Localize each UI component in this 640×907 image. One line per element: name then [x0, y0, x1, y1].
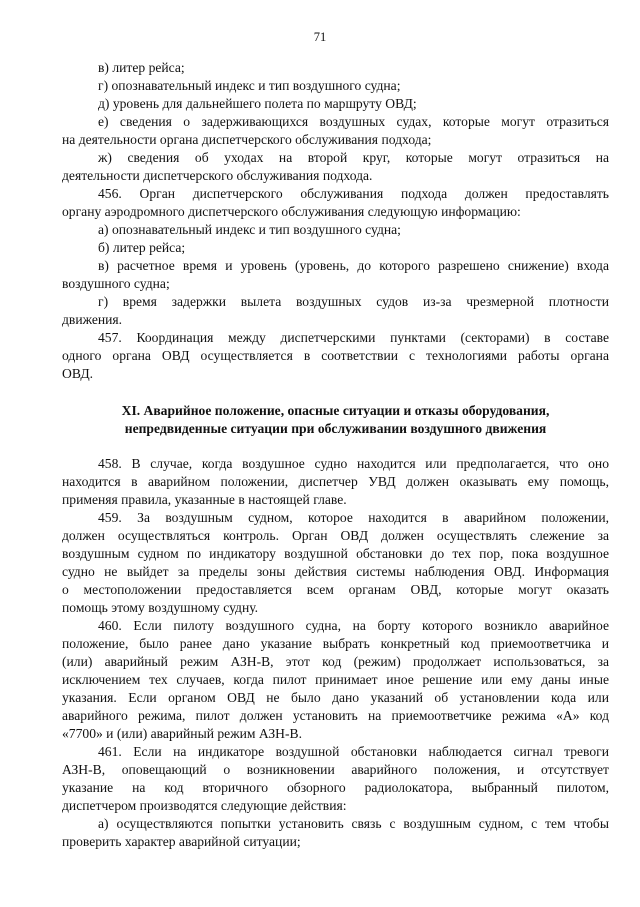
text-line: «7700» и (или) аварийный режим АЗН-В. — [62, 726, 302, 741]
text-line: помощь этому воздушному судну. — [62, 600, 259, 615]
heading-spacer — [62, 438, 609, 455]
section-heading-line-1: XI. Аварийное положение, опасные ситуации и отказы оборудования, — [121, 403, 550, 418]
text-line: одного органа ОВД осуществляется в соответствии с технологиями работы органа — [62, 348, 609, 363]
text-line: находится в аварийном положении, диспетчер УВД должен оказывать ему помощь, — [62, 474, 609, 489]
text-line: проверить характер аварийной ситуации; — [62, 834, 301, 849]
text-line: а) осуществляются попытки установить связь с воздушным судном, с тем чтобы — [98, 816, 609, 831]
text-line: аварийного режима, пилот должен установить на приемоответчике режима «А» код — [62, 708, 609, 723]
text-line: положение, было ранее дано указание выбрать конкретный код приемоответчика и — [62, 636, 609, 651]
text-line: о местоположении предоставляется всем органам ОВД, которые могут оказать — [62, 582, 609, 597]
text-line: б) литер рейса; — [98, 240, 186, 255]
text-line: судно не выйдет за пределы зоны действия системы наблюдения ОВД. Информация — [62, 564, 609, 579]
text-line: 458. В случае, когда воздушное судно находится или предполагается, что оно — [98, 456, 609, 471]
text-line: должен осуществляться контроль. Орган ОВД должен осуществлять слежение за — [62, 528, 609, 543]
document-body — [62, 59, 609, 851]
text-line: 461. Если на индикаторе воздушной обстановки наблюдается сигнал тревоги — [98, 744, 609, 759]
text-line: 459. За воздушным судном, которое находится в аварийном положении, — [98, 510, 609, 525]
text-line: г) время задержки вылета воздушных судов из-за чрезмерной плотности — [98, 294, 609, 309]
text-line: на деятельности органа диспетчерского обслуживания подхода; — [62, 132, 432, 147]
text-line: ж) сведения об уходах на второй круг, которые могут отразиться на — [98, 150, 609, 165]
text-line: в) расчетное время и уровень (уровень, до которого разрешено снижение) входа — [98, 258, 609, 273]
text-line: применяя правила, указанные в настоящей главе. — [62, 492, 347, 507]
text-line: д) уровень для дальнейшего полета по маршруту ОВД; — [98, 96, 417, 111]
text-block-paragraphs-455-457 — [62, 59, 609, 383]
text-line: ОВД. — [62, 366, 94, 381]
text-line: исключением тех случаев, когда пилот принимает иное решение или ему даны иные — [62, 672, 609, 687]
text-line: 456. Орган диспетчерского обслуживания подхода должен предоставлять — [98, 186, 609, 201]
text-line: АЗН-В, оповещающий о возникновении аварийного положения, и отсутствует — [62, 762, 609, 777]
text-line: а) опознавательный индекс и тип воздушного судна; — [98, 222, 401, 237]
text-line: 460. Если пилоту воздушного судна, на борту которого возникло аварийное — [98, 618, 609, 633]
text-line: диспетчером производятся следующие действия: — [62, 798, 347, 813]
text-line: (или) аварийный режим АЗН-В, этот код (режим) продолжает использоваться, за — [62, 654, 609, 669]
text-line: органу аэродромного диспетчерского обслуживания следующую информацию: — [62, 204, 521, 219]
text-line: указания. Если органом ОВД не было дано указаний об установлении кода или — [62, 690, 609, 705]
text-line: деятельности диспетчерского обслуживания подхода. — [62, 168, 373, 183]
text-line: г) опознавательный индекс и тип воздушного судна; — [98, 78, 401, 93]
text-line: 457. Координация между диспетчерскими пунктами (секторами) в составе — [98, 330, 609, 345]
section-heading-line-2: непредвиденные ситуации при обслуживании воздушного движения — [124, 421, 547, 436]
text-line: указание на код вторичного обзорного радиолокатора, выбранный пилотом, — [62, 780, 609, 795]
text-line: движения. — [62, 312, 123, 327]
text-line: воздушным судном по индикатору воздушной обстановки до тех пор, пока воздушное — [62, 546, 609, 561]
text-line: е) сведения о задерживающихся воздушных судах, которые могут отразиться — [98, 114, 609, 129]
text-line: в) литер рейса; — [98, 60, 185, 75]
section-spacer — [62, 383, 609, 401]
text-line: воздушного судна; — [62, 276, 170, 291]
page-number: 71 — [313, 30, 327, 44]
text-block-paragraphs-458-461 — [62, 455, 609, 851]
